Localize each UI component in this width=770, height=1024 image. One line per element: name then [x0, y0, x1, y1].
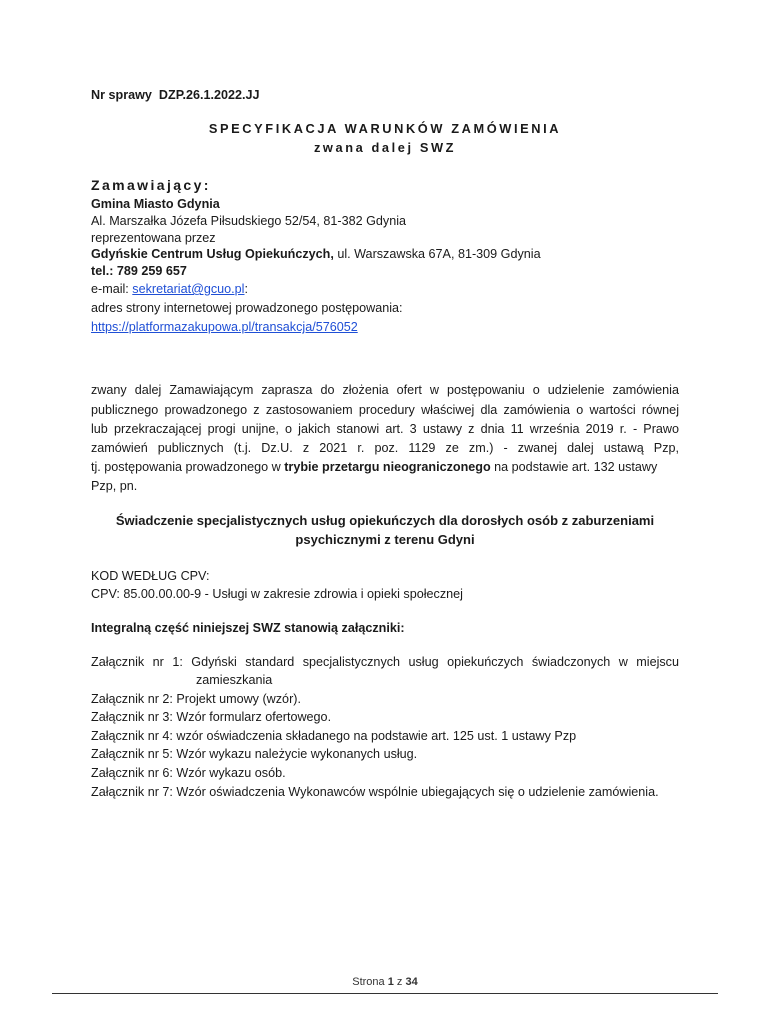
procedure-page-label: adres strony internetowej prowadzonego postępowania: [91, 301, 403, 315]
intro-line-6: Pzp, pn. [91, 479, 138, 493]
document-subtitle: zwana dalej SWZ [313, 140, 457, 155]
case-number-label: Nr sprawy [91, 88, 152, 102]
attachment-2: Załącznik nr 2: Projekt umowy (wzór). [91, 692, 301, 706]
attachment-4: Załącznik nr 4: wzór oświadczenia składanego na podstawie art. 125 ust. 1 ustawy Pzp [91, 729, 577, 743]
intro-line-5-pre: tj. postępowania prowadzonego w [91, 460, 285, 474]
cpv-code: CPV: 85.00.00.00-9 - Usługi w zakresie zdrowia i opieki społecznej [91, 587, 463, 601]
attachment-7: Załącznik nr 7: Wzór oświadczenia Wykonawców wspólnie ubiegających się o udzielenie zamówienia. [91, 785, 659, 799]
email-label: e-mail: [91, 282, 129, 296]
authority-phone: tel.: 789 259 657 [91, 264, 187, 278]
cpv-label: KOD WEDŁUG CPV: [91, 569, 210, 583]
intro-line-4: zamówień publicznych (t.j. Dz.U. z 2021 r. poz. 1129 ze zm.) - zwanej dalej ustawą Pzp, [91, 441, 679, 455]
procedure-url-link[interactable]: https://platformazakupowa.pl/transakcja/576052 [91, 320, 358, 334]
subject-line-1: Świadczenie specjalistycznych usług opiekuńczych dla dorosłych osób z zaburzeniami [115, 513, 655, 528]
footer-divider [52, 993, 718, 994]
representative-address: ul. Warszawska 67A, 81-309 Gdynia [333, 247, 541, 261]
authority-name: Gmina Miasto Gdynia [91, 197, 220, 211]
procedure-url-row [91, 318, 358, 336]
represented-by: reprezentowana przez [91, 231, 216, 245]
email-link[interactable]: sekretariat@gcuo.pl [132, 282, 245, 296]
attachment-6: Załącznik nr 6: Wzór wykazu osób. [91, 766, 286, 780]
attachment-1-line-2: zamieszkania [196, 673, 273, 687]
intro-line-5 [91, 458, 679, 476]
page-separator: z [396, 976, 403, 988]
intro-line-2: publicznego prowadzonego z zastosowaniem procedury właściwej dla zamówienia o wartości równej [91, 403, 679, 417]
subject-line-2: psychicznymi z terenu Gdyni [295, 532, 475, 547]
intro-line-3: lub przekraczającej progi unijne, o jakich stanowi art. 3 ustawy z dnia 11 września 2019 r. - Prawo [91, 422, 679, 436]
authority-email-row [91, 280, 248, 298]
procedure-mode: trybie przetargu nieograniczonego [284, 460, 491, 474]
attachments-heading: Integralną część niniejszej SWZ stanowią załączniki: [91, 621, 405, 635]
contracting-authority-heading: Zamawiający: [91, 177, 211, 193]
representative [91, 245, 541, 263]
page-current: 1 [387, 976, 394, 988]
intro-line-5-post: na podstawie art. 132 ustawy [490, 460, 658, 474]
document-title: SPECYFIKACJA WARUNKÓW ZAMÓWIENIA [208, 121, 562, 136]
attachment-5: Załącznik nr 5: Wzór wykazu należycie wykonanych usług. [91, 747, 418, 761]
attachment-3: Załącznik nr 3: Wzór formularz ofertowego. [91, 710, 332, 724]
authority-address: Al. Marszałka Józefa Piłsudskiego 52/54, 81-382 Gdynia [91, 214, 407, 228]
case-number-value: DZP.26.1.2022.JJ [158, 88, 260, 102]
intro-line-1: zwany dalej Zamawiającym zaprasza do złożenia ofert w postępowaniu o udzielenie zamówienia [91, 383, 679, 397]
attachment-1-line-1: Załącznik nr 1: Gdyński standard specjalistycznych usług opiekuńczych świadczonych w miejscu [91, 655, 679, 669]
page-total: 34 [405, 976, 418, 988]
page-number [0, 976, 770, 988]
page-label: Strona [352, 976, 385, 988]
case-number [91, 86, 260, 104]
representative-name: Gdyńskie Centrum Usług Opiekuńczych, [91, 247, 334, 261]
email-suffix: : [244, 282, 248, 296]
